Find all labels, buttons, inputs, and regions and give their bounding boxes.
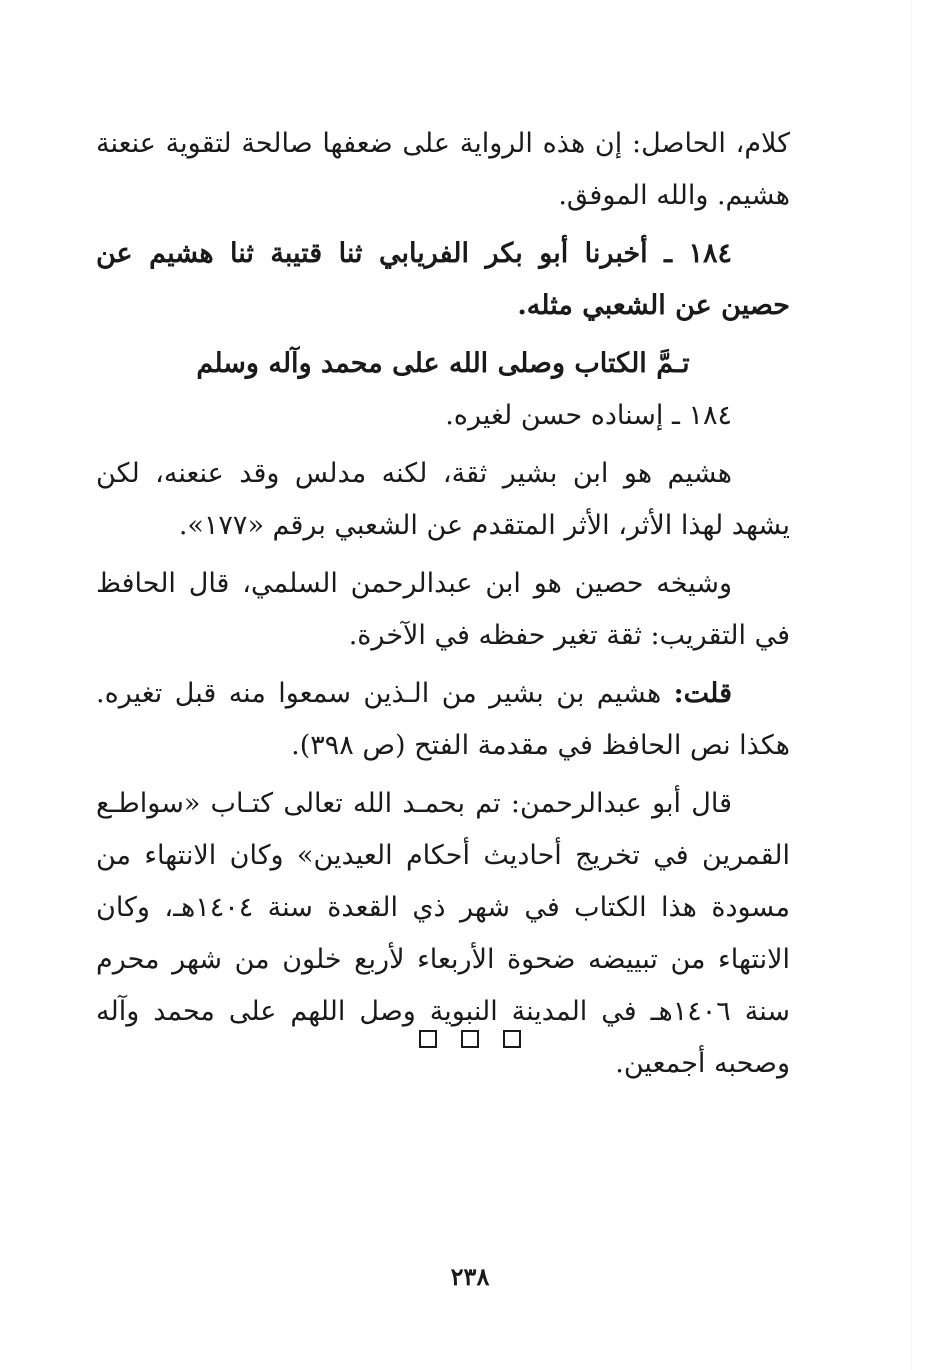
paragraph-colophon: قال أبو عبدالرحمن: تم بحمـد الله تعالى كتـاب «سواطـع القمرين في تخريج أحاديث أحكام العيدين» وكان الانتهاء من مسودة هذا الكتاب في شهر ذي القعدة سنة ١٤٠٤هـ، وكان الانتهاء من تبييضه ضحوة الأربعاء لأربع خلون من شهر محرم سنة ١٤٠٦هـ في المدينة النبوية وصل اللهم على محمد وآله وصحبه أجمعين. xyxy=(96,788,790,1079)
square-ornament-icon xyxy=(419,1030,437,1048)
square-ornament-icon xyxy=(503,1030,521,1048)
qultu-label: قلت: xyxy=(673,678,732,709)
paragraph-qultu xyxy=(96,668,790,772)
square-ornament-icon xyxy=(461,1030,479,1048)
paragraph-husayn: وشيخه حصين هو ابن عبدالرحمن السلمي، قال الحافظ في التقريب: ثقة تغير حفظه في الآخرة. xyxy=(96,568,790,651)
hadith-184: ١٨٤ ـ أخبرنا أبو بكر الفريابي ثنا قتيبة ثنا هشيم عن حصين عن الشعبي مثله. xyxy=(96,238,790,321)
paragraph-hushaym: هشيم هو ابن بشير ثقة، لكنه مدلس وقد عنعنه، لكن يشهد لهذا الأثر، الأثر المتقدم عن الشعبي برقم «١٧٧». xyxy=(96,458,790,541)
commentary-heading-184: ١٨٤ ـ إسناده حسن لغيره. xyxy=(445,400,732,431)
paragraph-conclusion: كلام، الحاصل: إن هذه الرواية على ضعفها صالحة لتقوية عنعنة هشيم. والله الموفق. xyxy=(96,128,790,211)
section-end-ornament xyxy=(0,1030,940,1048)
book-closing-line: تـمَّ الكتاب وصلى الله على محمد وآله وسلم xyxy=(196,348,690,379)
page-body xyxy=(96,118,790,1096)
page-number: ٢٣٨ xyxy=(450,1262,490,1291)
qultu-text: هشيم بن بشير من الـذين سمعوا منه قبل تغيره. هكذا نص الحافظ في مقدمة الفتح (ص ٣٩٨). xyxy=(96,678,790,761)
page-edge-shadow xyxy=(911,0,912,1370)
